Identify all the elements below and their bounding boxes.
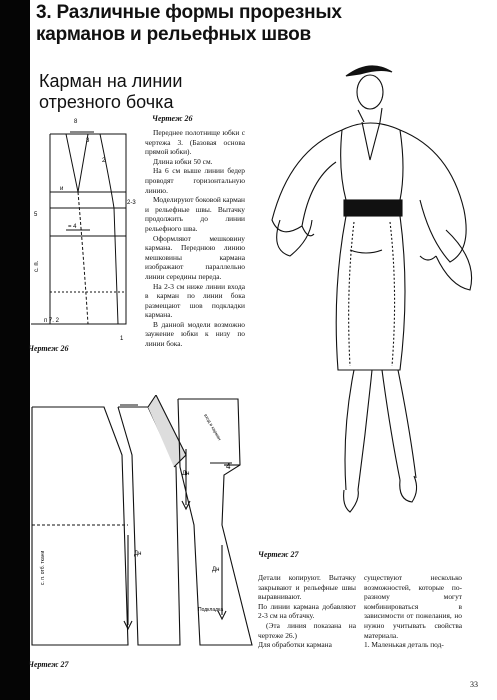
d26-label-i: и [60,186,64,192]
section-title [39,71,209,113]
section-title-line2: отрезного бочка [39,92,174,112]
text2-p3: (Эта линия показана на чертеже 26.) [258,620,356,640]
d27-label-dn3: Дн [212,567,220,573]
chapter-title-line2: карманов и рельефных швов [36,24,312,45]
text3-p1: существуют несколько возможностей, которые по-разному могут комбинироваться в зависимости от пожелания, но нужно учитывать свойства материала. [364,573,462,640]
text1-p4: Моделируют боковой карман и рельефные швы. Вытачку продолжить до линии рельефного шва. [145,195,245,233]
d27-label-dn2: Дн [182,471,190,477]
text1-p6: На 2-3 см ниже линии входа в карман по линии бока размещают шов подкладки кармана. [145,281,245,320]
text1-p2: Длина юбки 50 см. [153,156,213,166]
chapter-title-line1: 3. Различные формы прорезных [36,2,342,23]
text2-p1: Детали копируют. Вытачку закрывают и рельефные швы выравнивают. [258,573,356,602]
d26-label-one: 1 [120,336,124,342]
text-column-1 [145,128,245,349]
d26-label-b: 8 [74,119,78,125]
drawing-26-caption-bottom: Чертеж 26 [28,344,69,353]
text-column-3 [364,573,462,650]
book-binding-edge [0,0,30,700]
d26-label-sp: с. п. [34,260,40,272]
d27-label-dn1: Дн [134,551,142,557]
text3-p2: 1. Маленькая деталь под- [364,640,444,650]
section-title-line1: Карман на линии [39,71,183,91]
drawing-27-caption-top: Чертеж 27 [258,550,299,559]
text2-p4: Для обработки кармана [258,640,332,650]
drawing-26-pattern [30,112,138,352]
drawing-27-pattern [28,395,256,660]
d27-label-sp-otb: с. п. отб. ткани [40,550,46,585]
d26-label-eq: = 4 [68,224,77,230]
d26-label-five: 5 [34,212,38,218]
text-column-2 [258,573,356,650]
d26-label-two: 2 [102,158,106,164]
d27-label-vkhod: вход в карман [203,413,223,442]
chapter-title [36,2,436,46]
text1-p1: Переднее полотнище юбки с чертежа 3. (Базовая основа прямой юбки). [145,128,245,157]
d26-label-three: 3 [86,138,90,144]
d27-label-podkladka: Подкладка [198,607,224,613]
d27-label-four: 4 [226,462,231,471]
text2-p2: По линии кармана добавляют 2-3 см на обтачку. [258,601,356,621]
fashion-illustration [250,50,485,520]
d26-label-two-three: 2-3 [127,200,136,206]
text1-p7: В данной модели возможно заужение юбки к низу по линии бока. [145,319,245,349]
drawing-26-caption-top: Чертеж 26 [152,114,193,123]
text1-p3: На 6 см выше линии бедер проводят горизонтальную линию. [145,166,245,195]
d26-label-p72: п 7. 2 [44,318,59,324]
page-number: 33 [470,680,478,689]
text1-p5: Оформляют мешковину кармана. Переднюю линию мешковины кармана изображают параллельно линии середины переда. [145,233,245,281]
drawing-27-caption-bottom: Чертеж 27 [28,660,69,669]
